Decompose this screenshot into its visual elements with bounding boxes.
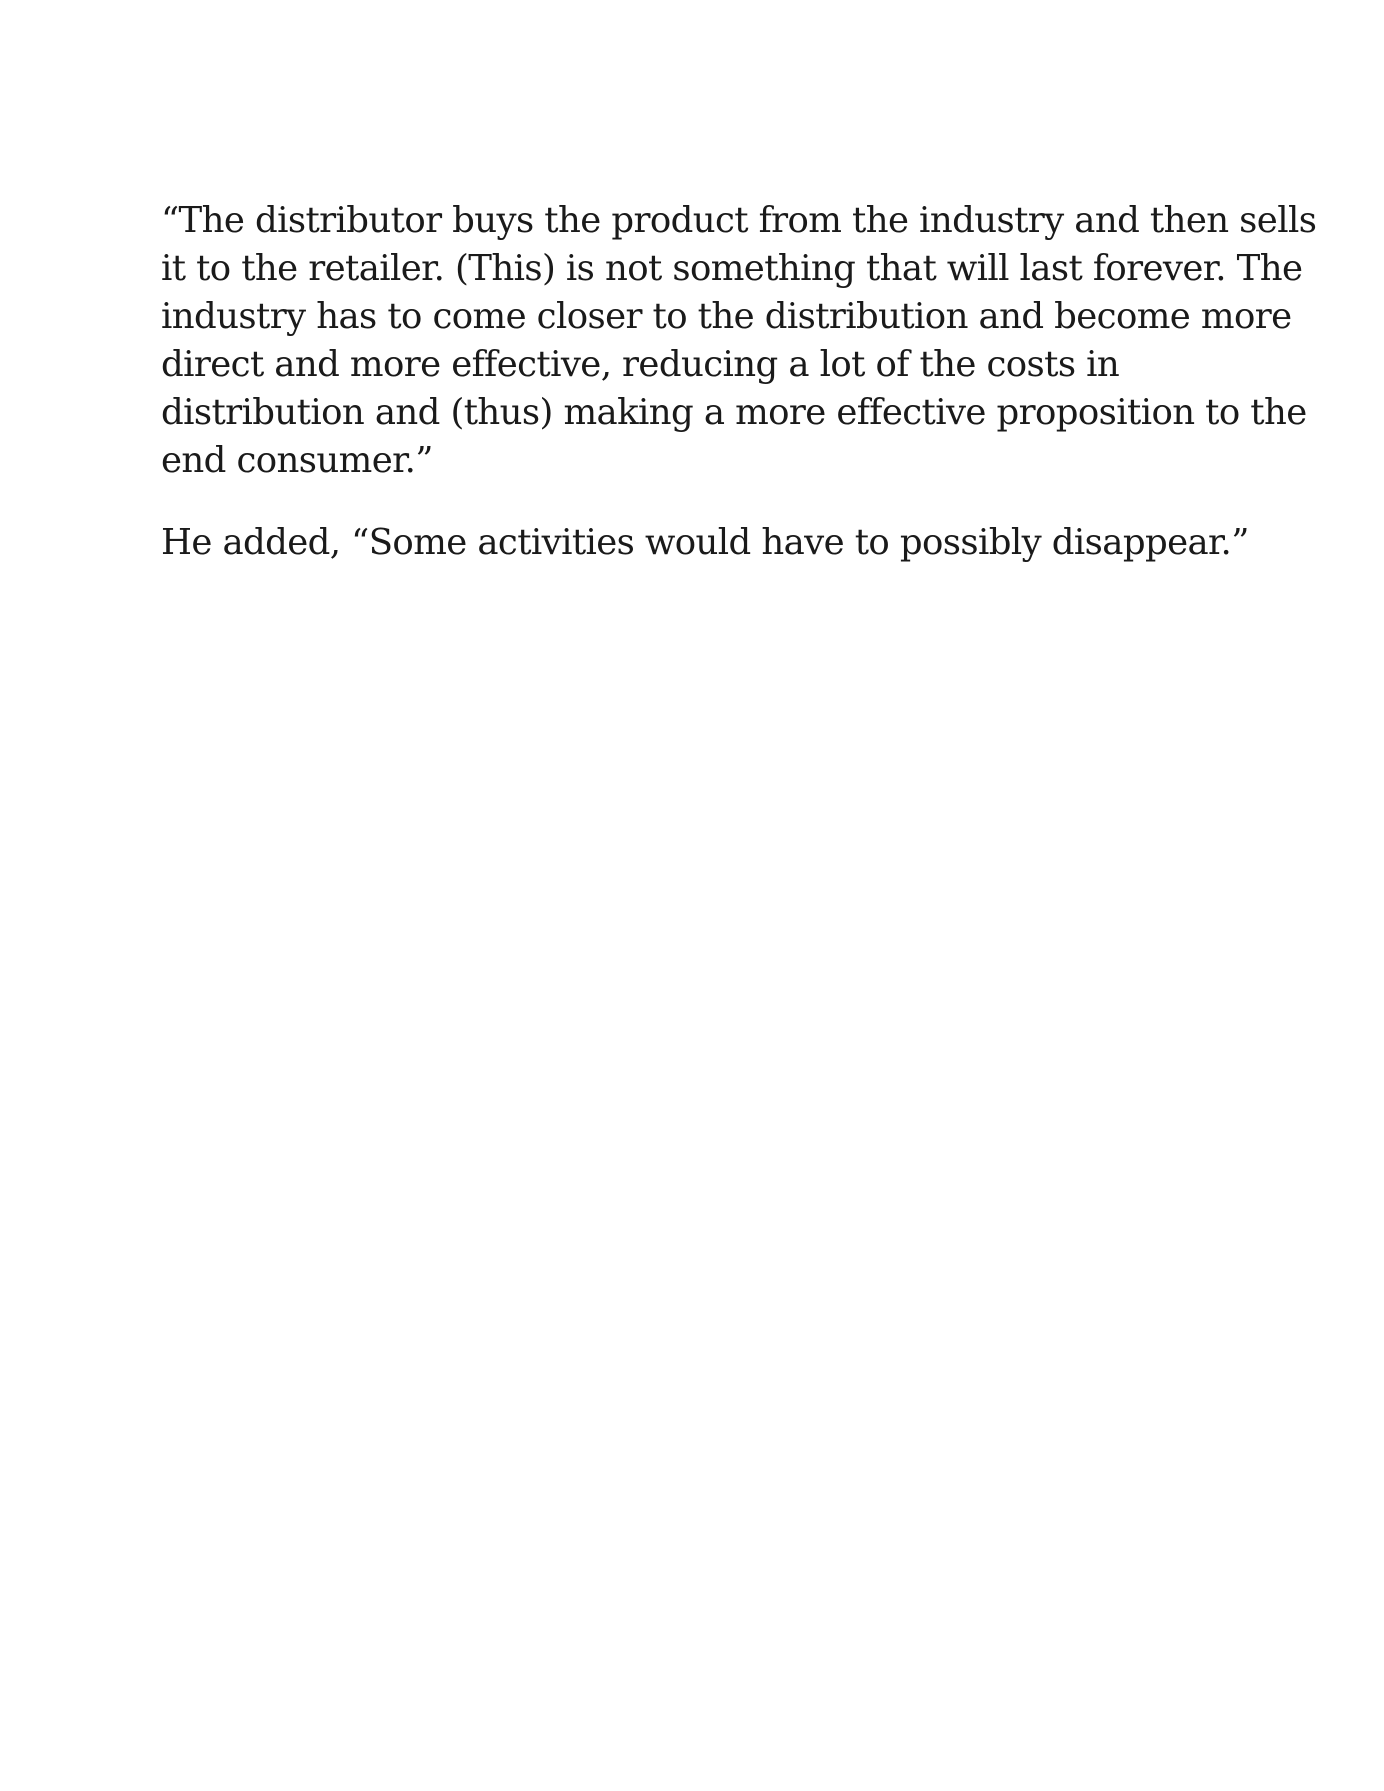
quote-line: distribution and (thus) making a more effective proposition to the bbox=[161, 392, 1307, 433]
quote-line: direct and more effective, reducing a lot of the costs in bbox=[161, 344, 1120, 385]
added-paragraph bbox=[161, 519, 1249, 567]
quote-paragraph bbox=[161, 197, 1317, 485]
quote-line: “The distributor buys the product from the industry and then sells bbox=[161, 200, 1317, 241]
quote-line: end consumer.” bbox=[161, 440, 433, 481]
quote-line: it to the retailer. (This) is not something that will last forever. The bbox=[161, 248, 1303, 289]
added-line: He added, “Some activities would have to possibly disappear.” bbox=[161, 522, 1249, 563]
article-body bbox=[161, 197, 1317, 567]
quote-line: industry has to come closer to the distribution and become more bbox=[161, 296, 1292, 337]
